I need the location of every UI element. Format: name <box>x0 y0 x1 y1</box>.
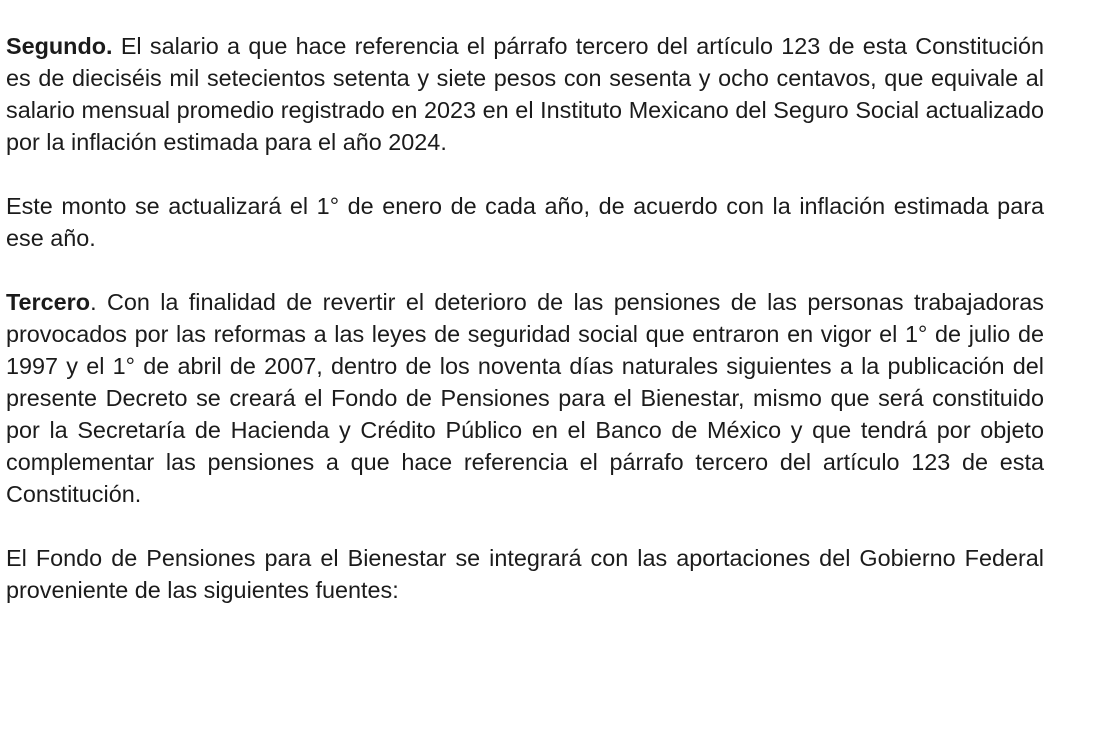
paragraph-text-segundo: El salario a que hace referencia el párrafo tercero del artículo 123 de esta Constitución es de dieciséis mil setecientos setenta y siete pesos con sesenta y ocho centavos, que equivale al salario mensual promedio registrado en 2023 en el Instituto Mexicano del Seguro Social actualizado por la inflación estimada para el año 2024. <box>6 33 1044 155</box>
paragraph-actualizacion <box>6 190 1044 254</box>
paragraph-tercero <box>6 286 1044 510</box>
paragraph-text-fondo: El Fondo de Pensiones para el Bienestar se integrará con las aportaciones del Gobierno Federal proveniente de las siguientes fuentes: <box>6 545 1044 603</box>
paragraph-lead-tercero: Tercero <box>6 289 91 315</box>
paragraph-fondo <box>6 542 1044 606</box>
paragraph-lead-segundo: Segundo. <box>6 33 113 59</box>
paragraph-text-actualizacion: Este monto se actualizará el 1° de enero de cada año, de acuerdo con la inflación estimada para ese año. <box>6 193 1044 251</box>
paragraph-text-tercero: . Con la finalidad de revertir el deterioro de las pensiones de las personas trabajadoras provocados por las reformas a las leyes de seguridad social que entraron en vigor el 1° de julio de 1997 y el 1° de abril de 2007, dentro de los noventa días naturales siguientes a la publicación del presente Decreto se creará el Fondo de Pensiones para el Bienestar, mismo que será constituido por la Secretaría de Hacienda y Crédito Público en el Banco de México y que tendrá por objeto complementar las pensiones a que hace referencia el párrafo tercero del artículo 123 de esta Constitución. <box>6 289 1044 507</box>
paragraph-segundo <box>6 30 1044 158</box>
